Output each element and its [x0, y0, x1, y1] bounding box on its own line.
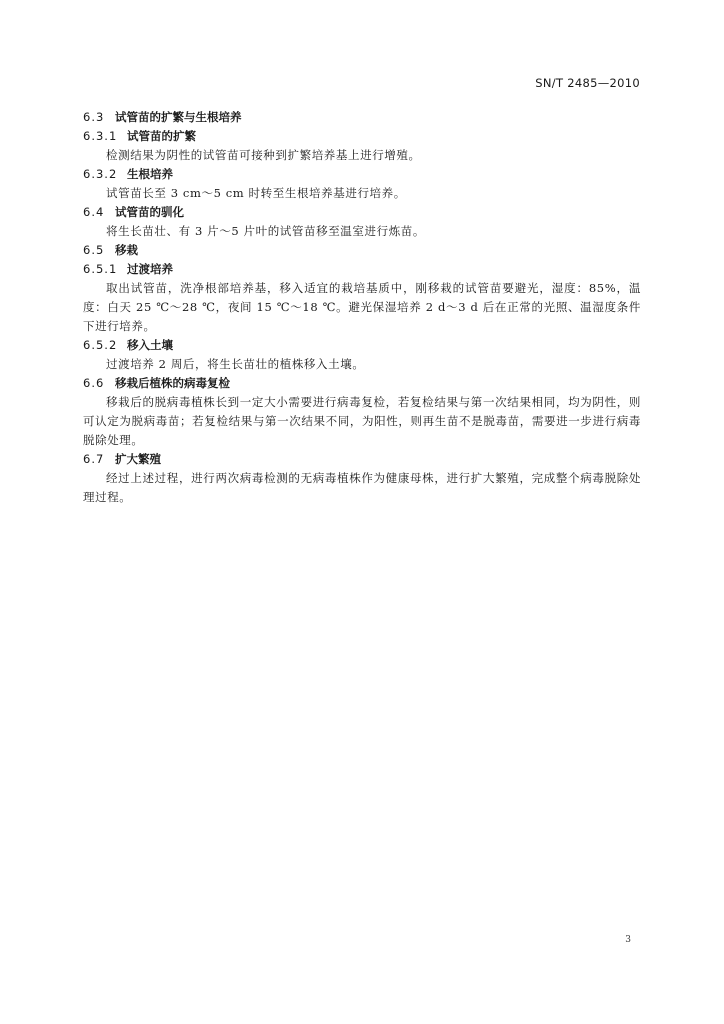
document-body — [83, 108, 641, 507]
section-heading-6-5-2 — [83, 336, 641, 355]
section-heading-6-3-2 — [83, 165, 641, 184]
page-number: 3 — [625, 935, 631, 945]
section-heading-6-7 — [83, 450, 641, 469]
section-heading-6-5-1 — [83, 260, 641, 279]
section-paragraph-6-5-1: 取出试管苗，洗净根部培养基，移入适宜的栽培基质中，刚移栽的试管苗要避光，湿度：85%，温度：白天 25 ℃～28 ℃，夜间 15 ℃～18 ℃。避光保湿培养 2 d～3 d 后在正常的光照、温湿度条件下进行培养。 — [83, 281, 641, 333]
section-heading-6-3 — [83, 108, 641, 127]
section-title: 移栽后植株的病毒复检 — [115, 376, 230, 390]
section-title: 试管苗的驯化 — [115, 205, 184, 219]
section-title: 扩大繁殖 — [115, 452, 161, 466]
section-number: 6.5.1 — [83, 262, 118, 276]
section-number: 6.5 — [83, 243, 105, 257]
section-paragraph-6-4: 将生长苗壮、有 3 片～5 片叶的试管苗移至温室进行炼苗。 — [106, 224, 425, 238]
section-number: 6.3.2 — [83, 167, 118, 181]
section-paragraph-6-7: 经过上述过程，进行两次病毒检测的无病毒植株作为健康母株，进行扩大繁殖，完成整个病毒脱除处理过程。 — [83, 471, 641, 504]
section-title: 试管苗的扩繁 — [127, 129, 196, 143]
section-title: 试管苗的扩繁与生根培养 — [115, 110, 242, 124]
section-number: 6.6 — [83, 376, 105, 390]
section-paragraph-6-6: 移栽后的脱病毒植株长到一定大小需要进行病毒复检，若复检结果与第一次结果相同，均为阴性，则可认定为脱病毒苗；若复检结果与第一次结果不同，为阳性，则再生苗不是脱毒苗，需要进一步进行病毒脱除处理。 — [83, 395, 641, 447]
section-paragraph-6-5-2: 过渡培养 2 周后，将生长苗壮的植株移入土壤。 — [106, 357, 365, 371]
section-number: 6.3.1 — [83, 129, 118, 143]
section-heading-6-3-1 — [83, 127, 641, 146]
section-heading-6-6 — [83, 374, 641, 393]
section-heading-6-5 — [83, 241, 641, 260]
section-number: 6.3 — [83, 110, 105, 124]
section-number: 6.7 — [83, 452, 105, 466]
standard-code-header: SN/T 2485—2010 — [535, 76, 640, 90]
section-title: 移入土壤 — [127, 338, 173, 352]
section-number: 6.4 — [83, 205, 105, 219]
section-number: 6.5.2 — [83, 338, 118, 352]
section-paragraph-6-3-2: 试管苗长至 3 cm～5 cm 时转至生根培养基进行培养。 — [106, 186, 406, 200]
section-title: 过渡培养 — [127, 262, 173, 276]
section-title: 移栽 — [115, 243, 138, 257]
section-title: 生根培养 — [127, 167, 173, 181]
section-paragraph-6-3-1: 检测结果为阴性的试管苗可接种到扩繁培养基上进行增殖。 — [106, 148, 421, 162]
section-heading-6-4 — [83, 203, 641, 222]
